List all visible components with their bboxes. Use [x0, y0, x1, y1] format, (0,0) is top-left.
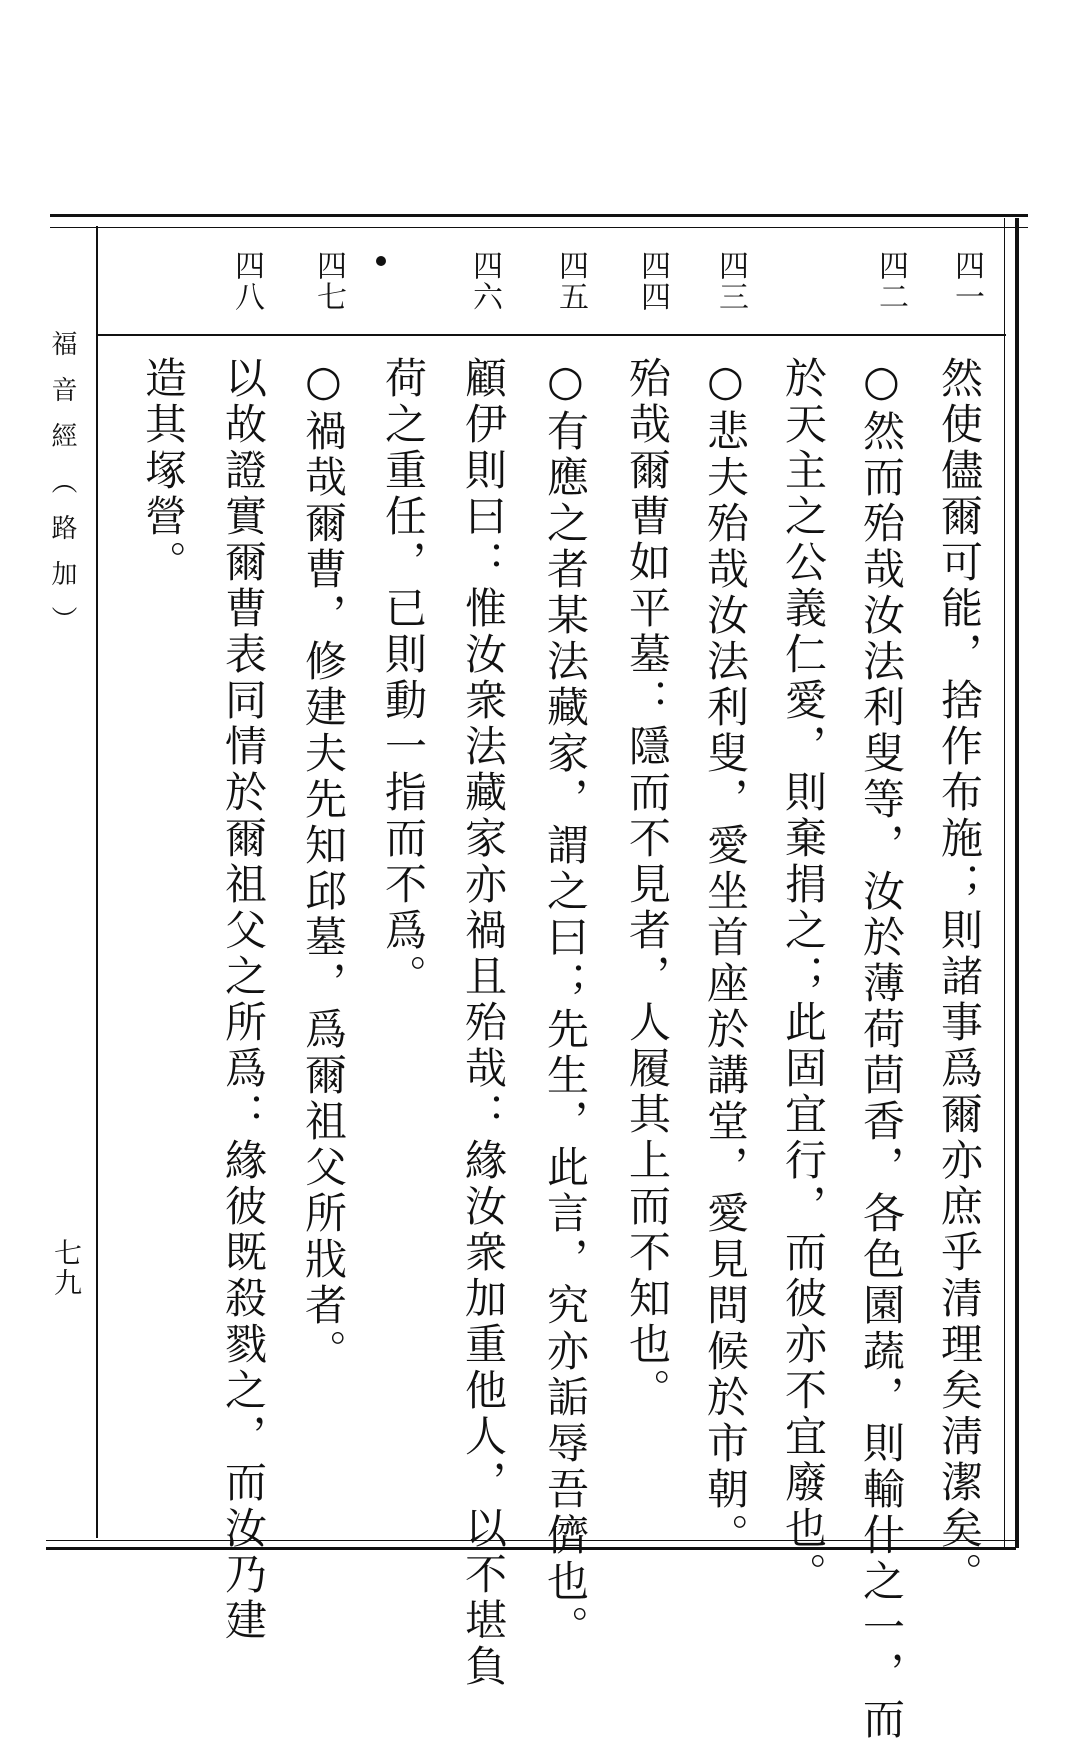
verse-number: 四二	[873, 250, 908, 312]
text-column: 造其塚營。	[139, 356, 188, 586]
text-column: 顧伊則曰：惟汝衆法藏家亦禍且殆哉：緣汝衆加重他人，以不堪負	[459, 356, 508, 1690]
verse-number-rule	[96, 334, 1006, 336]
verse-number: 四五	[553, 250, 588, 312]
verse-number: 四四	[635, 250, 670, 312]
text-column: ○然而殆哉汝法利叟等，汝於薄荷茴香，各色園蔬，則輸什之一，而	[857, 356, 906, 1743]
frame-inner-left-rule	[96, 226, 98, 1538]
verse-number: 四一	[949, 250, 984, 312]
text-column: 以故證實爾曹表同情於爾祖父之所爲：緣彼既殺戮之，而汝乃建	[219, 356, 268, 1644]
text-column: 然使儘爾可能，捨作布施；則諸事爲爾亦庶乎清理矣淸潔矣。	[935, 356, 984, 1598]
text-column: 荷之重任，已則動一指而不爲。	[379, 356, 428, 1000]
text-column: ○禍哉爾曹，修建夫先知邱墓，爲爾祖父所戕者。	[299, 356, 348, 1375]
text-column: 殆哉爾曹如平墓：隱而不見者，人履其上而不知也。	[623, 356, 672, 1414]
text-column: ○有應之者某法藏家，謂之曰；先生，此言，究亦詬辱吾儕也。	[541, 356, 590, 1651]
text-column: 於天主之公義仁愛，則棄捐之；此固宜行，而彼亦不宜廢也。	[779, 356, 828, 1598]
verse-number: 四八	[229, 250, 264, 312]
printer-dot	[376, 256, 386, 266]
verse-number: 四三	[713, 250, 748, 312]
page-number: 七九	[50, 1238, 83, 1298]
verse-number: 四六	[467, 250, 502, 312]
text-column: ○悲夫殆哉汝法利叟，愛坐首座於講堂，愛見問候於市朝。	[701, 356, 750, 1559]
frame-right-border	[1004, 218, 1019, 1548]
running-title: 福音經（路加）	[47, 330, 77, 652]
verse-number: 四七	[311, 250, 346, 312]
frame-top-border	[50, 214, 1028, 228]
